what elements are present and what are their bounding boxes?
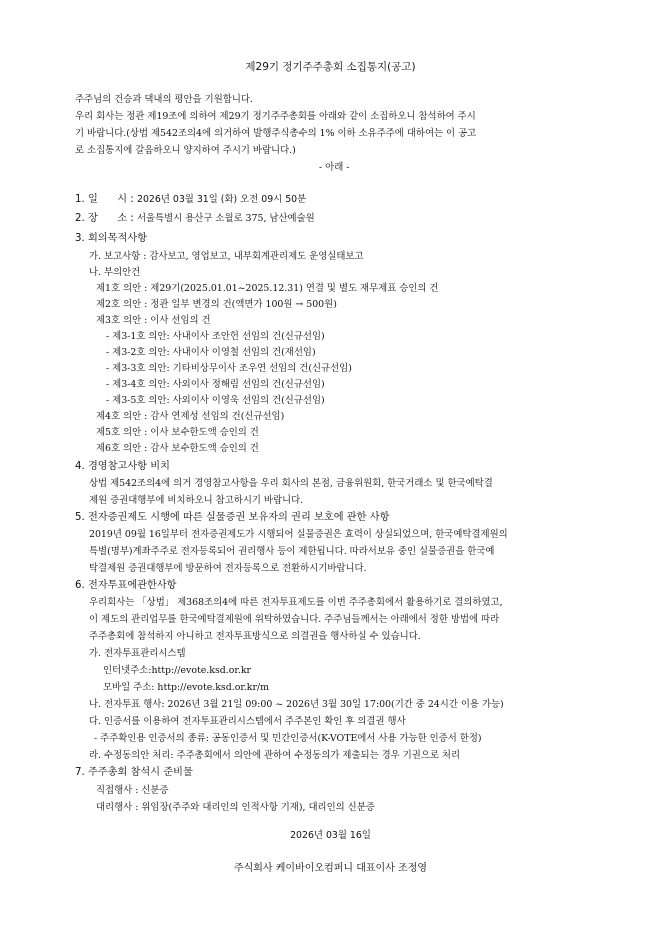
resolution-heading: 나. 부의안건	[89, 267, 141, 278]
company-signature: 주식회사 케이바이오컴퍼니 대표이사 조정영	[233, 863, 428, 874]
agenda-item: 제6호 의안 : 감사 보수한도액 승인의 건	[96, 443, 259, 454]
e-voting-certificate-types: - 주주확인용 인증서의 종류: 공동인증서 및 민간인증서(K-VOTE에서 사용 가능한 인증서 한정)	[94, 733, 482, 744]
e-voting-text: 주주총회에 참석하지 아니하고 전자투표방식으로 의결권을 행사하실 수 있습니다.	[89, 631, 421, 642]
section-venue	[75, 212, 315, 225]
e-voting-internet-url: 인터넷주소:http://evote.ksd.or.kr	[103, 665, 251, 676]
report-items: 가. 보고사항 : 감사보고, 영업보고, 내부회계관리제도 운영실태보고	[89, 251, 364, 262]
meeting-date: 2026년 03월 31일 (화) 오전 09시 50분	[136, 194, 307, 205]
agenda-sub-item: - 제3-5호 의안: 사외이사 이영욱 선임의 건(신규선임)	[106, 395, 325, 406]
intro-line: 로 소집통지에 갈음하오니 양지하여 주시기 바랍니다.)	[75, 145, 296, 156]
e-voting-period: 나. 전자투표 행사: 2026년 3월 21일 09:00 ~ 2026년 3월 30일 17:00(기간 중 24시간 이용 가능)	[89, 699, 504, 710]
reference-text: 제원 증권대행부에 비치하오니 참고하시기 바랍니다.	[89, 495, 304, 506]
section-e-securities-heading: 5. 전자증권제도 시행에 따른 실물증권 보유자의 권리 보호에 관한 사항	[75, 512, 390, 523]
agenda-sub-item: - 제3-2호 의안: 사내이사 이영철 선임의 건(재선임)	[106, 347, 316, 358]
section-agenda-heading: 3. 회의목적사항	[75, 233, 148, 244]
section-e-voting-heading: 6. 전자투표에관한사항	[75, 580, 177, 591]
section-attendance-heading: 7. 주주총회 참석시 준비물	[75, 767, 193, 778]
agenda-item: 제3호 의안 : 이사 선임의 건	[96, 315, 211, 326]
agenda-sub-item: - 제3-4호 의안: 사외이사 정해림 선임의 건(신규선임)	[106, 379, 325, 390]
reference-text: 상법 제542조의4에 의거 경영참고사항을 우리 회사의 본점, 금융위원회, 한국거래소 및 한국예탁결	[89, 478, 493, 489]
section-date	[75, 193, 306, 206]
greeting: 주주님의 건승과 댁내의 평안을 기원합니다.	[75, 94, 253, 105]
e-voting-certificate: 다. 인증서를 이용하여 전자투표관리시스템에서 주주본인 확인 후 의결권 행사	[89, 716, 406, 727]
agenda-item: 제2호 의안 : 정관 일부 변경의 건(액면가 100원 → 500원)	[96, 299, 337, 310]
section-venue-label: 2. 장 소 :	[75, 213, 137, 224]
e-securities-text: 탁결제원 증권대행부에 방문하여 전자등록으로 전환하시기바랍니다.	[89, 563, 367, 574]
section-date-label: 1. 일 시 :	[75, 194, 137, 205]
notice-title: 제29기 정기주주총회 소집통지(공고)	[245, 61, 416, 73]
agenda-sub-item: - 제3-3호 의안: 기타비상무이사 조우연 선임의 건(신규선임)	[106, 363, 352, 374]
section-reference-heading: 4. 경영참고사항 비치	[75, 461, 170, 472]
e-voting-text: 이 제도의 관리업무를 한국예탁결제원에 위탁하였습니다. 주주님들께서는 아래에서 정한 방법에 따라	[89, 614, 500, 625]
e-voting-system-heading: 가. 전자투표관리시스템	[89, 648, 186, 659]
agenda-item: 제5호 의안 : 이사 보수한도액 승인의 건	[96, 427, 259, 438]
e-voting-amendment: 라. 수정동의안 처리: 주주총회에서 의안에 관하여 수정동의가 제출되는 경우 기권으로 처리	[89, 750, 461, 761]
intro-line: 기 바랍니다.(상법 제542조의4에 의거하여 발행주식총수의 1% 이하 소유주주에 대하여는 이 공고	[75, 128, 477, 139]
meeting-venue: 서울특별시 용산구 소월로 375, 남산예술원	[136, 213, 315, 224]
below-marker: - 아래 -	[319, 162, 350, 173]
intro-line: 우리 회사는 정관 제19조에 의하여 제29기 정기주주총회를 아래와 같이 소집하오니 참석하여 주시	[75, 111, 476, 122]
e-securities-text: 2019년 09월 16일부터 전자증권제도가 시행되어 실물증권은 효력이 상실되었으며, 한국예탁결제원의	[89, 529, 508, 540]
e-voting-mobile-url: 모바일 주소: http://evote.ksd.or.kr/m	[103, 682, 269, 693]
attendance-direct: 직접행사 : 신분증	[96, 785, 169, 796]
notice-date: 2026년 03월 16일	[290, 830, 371, 841]
agenda-sub-item: - 제3-1호 의안: 사내이사 조안헌 선임의 건(신규선임)	[106, 331, 325, 342]
agenda-item: 제4호 의안 : 감사 연제성 선임의 건(신규선임)	[96, 411, 285, 422]
agenda-item: 제1호 의안 : 제29기(2025.01.01~2025.12.31) 연결 및 별도 재무제표 승인의 건	[96, 283, 439, 294]
e-voting-text: 우리회사는 「상법」 제368조의4에 따른 전자투표제도를 이번 주주총회에서 활용하기로 결의하였고,	[89, 597, 503, 608]
attendance-proxy: 대리행사 : 위임장(주주와 대리인의 인적사항 기재), 대리인의 신분증	[96, 802, 375, 813]
e-securities-text: 특별(명부)계좌주주로 전자등록되어 권리행사 등이 제한됩니다. 따라서보유 중인 실물증권을 한국예	[89, 546, 495, 557]
